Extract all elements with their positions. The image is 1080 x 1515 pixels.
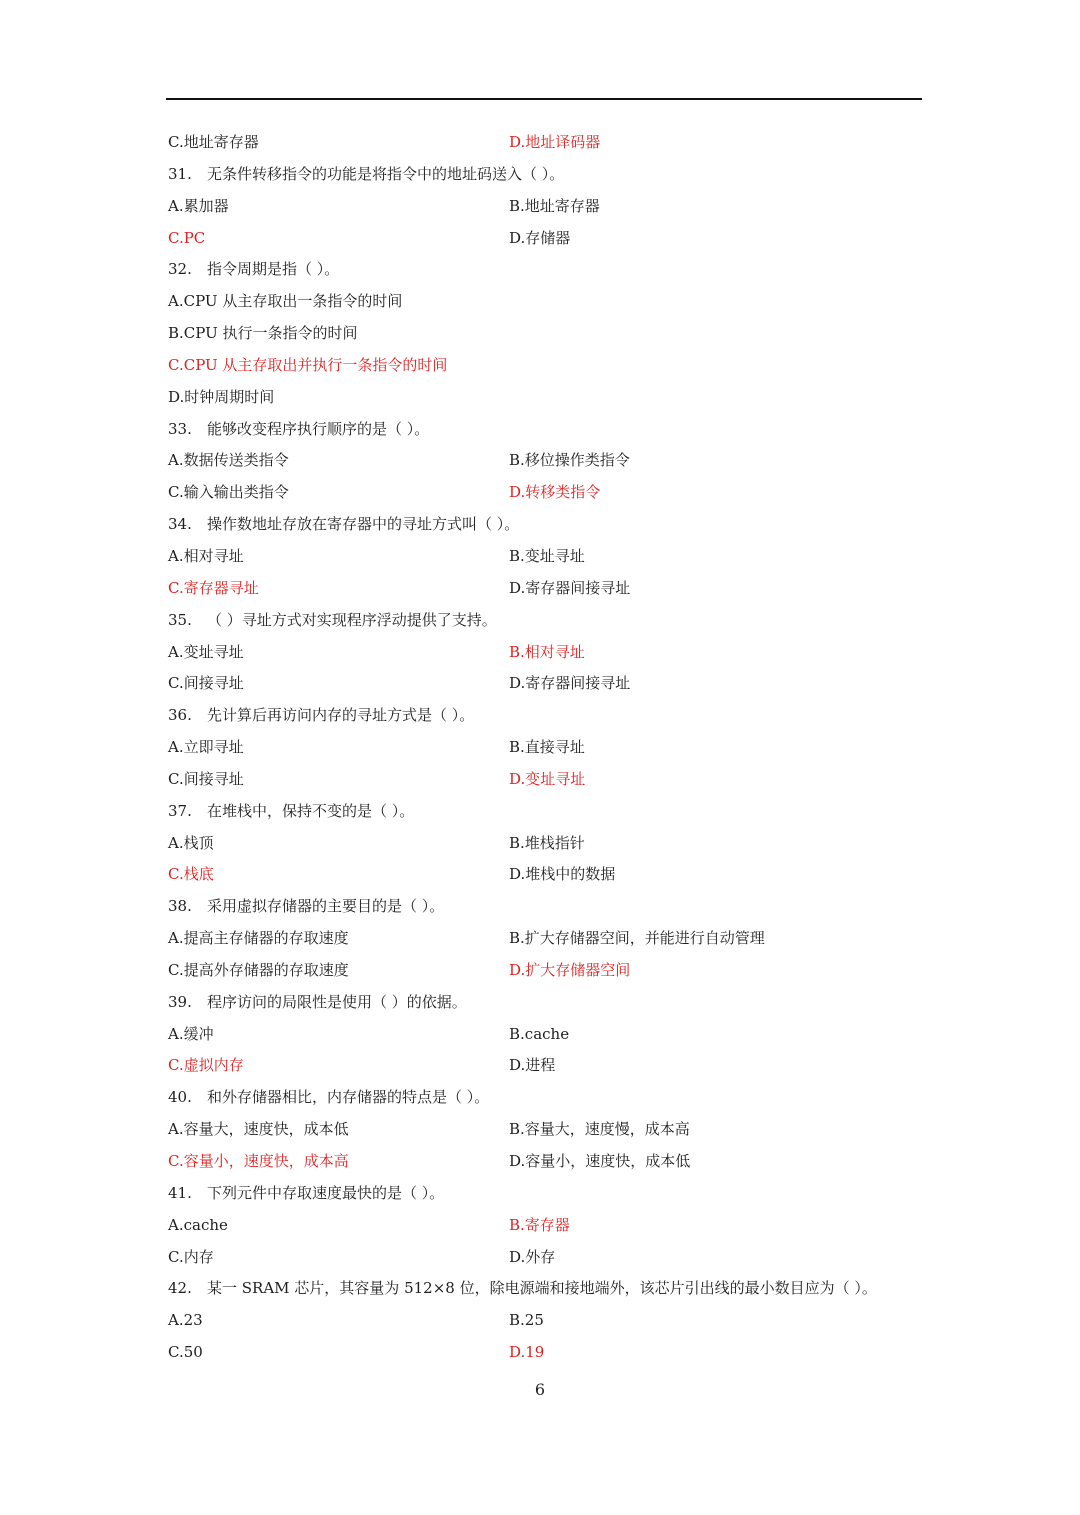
option-row [168, 859, 928, 891]
option-row [168, 445, 928, 477]
question-number: 33. [168, 419, 192, 438]
option-row [168, 1242, 928, 1274]
option-d: D.寄存器间接寻址 [509, 674, 631, 693]
question-31 [168, 159, 928, 191]
option-d-answer: D.地址译码器 [509, 133, 601, 151]
option-a: A.相对寻址 [168, 546, 244, 565]
option-c: C.提高外存储器的存取速度 [168, 960, 349, 979]
option-b-answer: B.寄存器 [509, 1215, 570, 1234]
option-c-answer: C.虚拟内存 [168, 1056, 244, 1075]
question-number: 31. [168, 164, 192, 183]
question-number: 41. [168, 1183, 192, 1202]
option-row [168, 955, 928, 987]
question-41 [168, 1178, 928, 1210]
option-row [168, 477, 928, 509]
question-text: 在堆栈中，保持不变的是（ ）。 [207, 801, 415, 820]
option-a: A.提高主存储器的存取速度 [168, 929, 349, 948]
option-row [168, 923, 928, 955]
question-40 [168, 1082, 928, 1114]
option-d: D.堆栈中的数据 [509, 865, 616, 884]
option-b: B.25 [509, 1311, 544, 1330]
option-b: B.地址寄存器 [509, 196, 600, 215]
option-d: D.存储器 [509, 228, 571, 247]
option-b: B.变址寻址 [509, 546, 585, 565]
option-c-answer: C.栈底 [168, 865, 214, 884]
question-number: 38. [168, 897, 192, 916]
header-rule [166, 98, 922, 100]
question-text: 某一 SRAM 芯片，其容量为 512×8 位，除电源端和接地端外，该芯片引出线的最小数目应为（ ）。 [207, 1279, 877, 1298]
question-list [168, 127, 928, 1369]
option-a: A.CPU 从主存取出一条指令的时间 [168, 292, 403, 311]
option-c-answer: C.PC [168, 228, 206, 247]
question-text: 先计算后再访问内存的寻址方式是（ ）。 [207, 706, 475, 725]
option-row [168, 127, 928, 159]
option-b: B.移位操作类指令 [509, 451, 630, 470]
option-b: B.容量大，速度慢，成本高 [509, 1120, 690, 1139]
page-number: 6 [534, 1380, 546, 1399]
option-a: A.cache [168, 1215, 228, 1234]
question-number: 34. [168, 515, 192, 534]
question-number: 39. [168, 992, 192, 1011]
question-number: 32. [168, 260, 192, 279]
question-37 [168, 796, 928, 828]
option-a: A.容量大，速度快，成本低 [168, 1120, 349, 1139]
option-c: C.间接寻址 [168, 674, 244, 693]
option-row [168, 1210, 928, 1242]
option-row [168, 1146, 928, 1178]
option-row [168, 191, 928, 223]
option-row [168, 668, 928, 700]
option-c-answer: C.寄存器寻址 [168, 578, 259, 597]
option-b-answer: B.相对寻址 [509, 642, 585, 661]
question-number: 35. [168, 610, 192, 629]
option-row [168, 541, 928, 573]
option-c: C.内存 [168, 1247, 214, 1266]
option-a: A.栈顶 [168, 833, 214, 852]
option-a: A.数据传送类指令 [168, 451, 289, 470]
option-row [168, 764, 928, 796]
question-text: 下列元件中存取速度最快的是（ ）。 [207, 1183, 445, 1202]
option-row [168, 223, 928, 255]
option-d: D.寄存器间接寻址 [509, 578, 631, 597]
option-d-answer: D.19 [509, 1343, 545, 1362]
question-33 [168, 414, 928, 446]
option-c: C.输入输出类指令 [168, 483, 289, 502]
option-a: A.立即寻址 [168, 738, 244, 757]
option-b: B.扩大存储器空间，并能进行自动管理 [509, 929, 765, 948]
option-row [168, 573, 928, 605]
question-text: 操作数地址存放在寄存器中的寻址方式叫（ ）。 [207, 515, 520, 534]
option-a: A.变址寻址 [168, 642, 244, 661]
option-row [168, 828, 928, 860]
question-number: 36. [168, 706, 192, 725]
option-d-answer: D.变址寻址 [509, 769, 586, 788]
question-35 [168, 605, 928, 637]
option-b: B.堆栈指针 [509, 833, 585, 852]
question-text: （ ）寻址方式对实现程序浮动提供了支持。 [207, 610, 497, 629]
option-d: D.进程 [509, 1056, 556, 1075]
question-38 [168, 891, 928, 923]
option-a: A.累加器 [168, 196, 229, 215]
option-c-answer: C.容量小，速度快，成本高 [168, 1152, 349, 1170]
option-d: D.容量小，速度快，成本低 [509, 1152, 691, 1170]
option-row [168, 1050, 928, 1082]
option-a: A.23 [168, 1311, 203, 1330]
option-d: D.外存 [509, 1247, 556, 1266]
option-b: B.CPU 执行一条指令的时间 [168, 324, 358, 343]
option-c: C.间接寻址 [168, 769, 244, 788]
question-42 [168, 1273, 928, 1305]
option-d-answer: D.扩大存储器空间 [509, 960, 631, 979]
option-d-answer: D.转移类指令 [509, 483, 601, 502]
question-36 [168, 700, 928, 732]
question-text: 和外存储器相比，内存储器的特点是（ ）。 [207, 1088, 490, 1107]
question-39 [168, 987, 928, 1019]
question-number: 37. [168, 801, 192, 820]
question-text: 程序访问的局限性是使用（ ）的依据。 [207, 992, 467, 1011]
option-row [168, 1337, 928, 1369]
option-b: B.直接寻址 [509, 738, 585, 757]
option-a: A.缓冲 [168, 1024, 214, 1043]
question-number: 40. [168, 1088, 192, 1107]
question-34 [168, 509, 928, 541]
question-text: 采用虚拟存储器的主要目的是（ ）。 [207, 897, 445, 916]
option-b: B.cache [509, 1024, 570, 1043]
option-row [168, 732, 928, 764]
option-row [168, 1305, 928, 1337]
question-text: 能够改变程序执行顺序的是（ ）。 [207, 419, 430, 438]
question-number: 42. [168, 1279, 192, 1298]
option-c-answer: C.CPU 从主存取出并执行一条指令的时间 [168, 355, 448, 374]
question-text: 无条件转移指令的功能是将指令中的地址码送入（ ）。 [207, 164, 565, 183]
option-c: C.地址寄存器 [168, 133, 259, 151]
option-d: D.时钟周期时间 [168, 387, 275, 406]
question-32 [168, 254, 928, 286]
question-text: 指令周期是指（ ）。 [207, 260, 340, 279]
option-row [168, 1114, 928, 1146]
option-c: C.50 [168, 1343, 203, 1362]
option-row [168, 637, 928, 669]
option-row [168, 1019, 928, 1051]
